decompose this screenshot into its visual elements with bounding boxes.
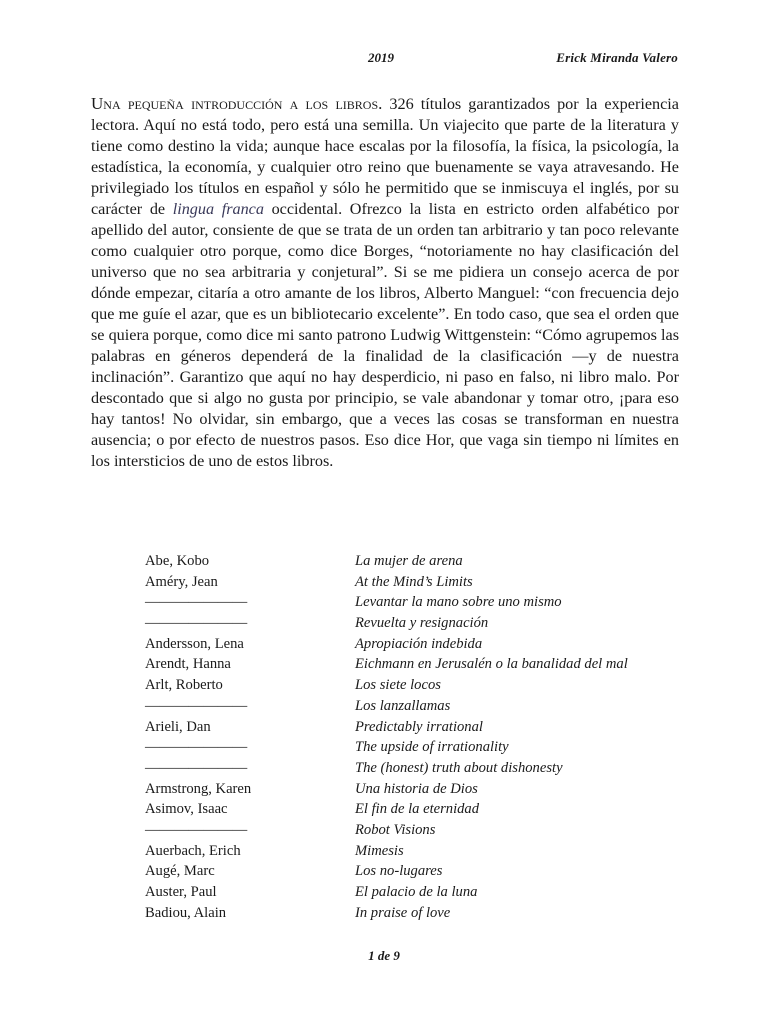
book-author: ——————— [145,739,248,756]
header-year: 2019 [368,50,394,65]
book-title: Predictably irrational [355,718,483,735]
book-title: Los no-lugares [355,863,443,880]
book-list-row [145,572,705,593]
book-list-row [145,737,705,758]
intro-text-after: occidental. Ofrezco la lista en estricto orden alfabético por apellido del autor, consiente de que se trata de un orden tan arbitrario y tan poco relevante como cualquier otro porque, como dice Borges, “notoriamente no hay clasificación del universo que no sea arbitraria y conjetural”. Si se me pidiera un consejo acerca de por dónde empezar, citaría a otro amante de los libros, Alberto Manguel: “con frecuencia dejo que me guíe el azar, que es un bibliotecario excelente”. En todo caso, que sea el orden que se quiera porque, como dice mi santo patrono Ludwig Wittgenstein: “Cómo agrupemos las palabras en géneros dependerá de la finalidad de la clasificación —y de nuestra inclinación”. Garantizo que aquí no hay desperdicio, ni paso en falso, ni libro malo. Por descontado que si algo no gusta por principio, se vale abandonar y tomar otro, ¡para eso hay tantos! No olvidar, sin embargo, que a veces las cosas se transforman en nuestra ausencia; o por efecto de nuestros pasos. Eso dice Hor, que vaga sin tiempo ni límites en los intersticios de uno de estos libros. [91,200,679,470]
book-list-row [145,634,705,655]
book-author: Arlt, Roberto [145,677,223,694]
book-author: Auerbach, Erich [145,842,241,859]
intro-lingua-franca: lingua franca [172,200,264,218]
book-author: Augé, Marc [145,863,215,880]
book-list-row [145,841,705,862]
book-title: Los lanzallamas [355,697,451,714]
intro-title: Una pequeña introducción a los libros. [91,94,383,113]
book-list-row [145,592,705,613]
book-list-row [145,779,705,800]
book-title: Robot Visions [355,821,436,838]
book-author: Andersson, Lena [145,635,244,652]
book-author: Abe, Kobo [145,553,210,569]
book-list-row [145,551,705,572]
book-list [145,551,705,923]
book-list-row [145,717,705,738]
book-list-row [145,758,705,779]
intro-paragraph [91,93,679,472]
book-title: El fin de la eternidad [355,801,480,818]
book-list-row [145,799,705,820]
header-author: Erick Miranda Valero [556,50,678,65]
book-title: La mujer de arena [355,553,463,569]
page-number: 1 de 9 [368,948,400,963]
book-title: The upside of irrationality [355,739,509,756]
book-title: Revuelta y resignación [355,615,489,632]
book-list-row [145,903,705,924]
book-author: Arieli, Dan [145,718,211,735]
book-author: Badiou, Alain [145,904,227,921]
book-list-row [145,861,705,882]
book-list-row [145,696,705,717]
book-author: ——————— [145,615,248,632]
book-title: Mimesis [355,842,404,859]
book-title: The (honest) truth about dishonesty [355,759,563,776]
book-title: Eichmann en Jerusalén o la banalidad del mal [355,656,628,673]
book-title: Apropiación indebida [355,635,483,652]
book-author: Armstrong, Karen [145,780,252,797]
book-list-row [145,882,705,903]
book-list-row [145,820,705,841]
book-author: Arendt, Hanna [145,656,231,673]
book-title: Los siete locos [355,677,441,694]
book-author: Auster, Paul [145,884,217,900]
intro-text-before: 326 títulos garantizados por la experiencia lectora. Aquí no está todo, pero está una semilla. Un viajecito que parte de la literatura y tiene como destino la vida; aunque hace escalas por la filosofía, la física, la psicología, la estadística, la economía, y cualquier otro reino que buenamente se vaya atravesando. He privilegiado los títulos en español y sólo he permitido que se inmiscuya el inglés, por su carácter de [91,95,679,218]
book-title: At the Mind’s Limits [355,573,473,590]
book-author: ——————— [145,594,248,611]
book-list-row [145,675,705,696]
book-list-row [145,613,705,634]
book-title: In praise of love [355,904,451,921]
book-author: ——————— [145,821,248,838]
book-author: ——————— [145,697,248,714]
book-title: El palacio de la luna [355,884,478,900]
book-author: Améry, Jean [145,573,218,590]
book-author: ——————— [145,759,248,776]
book-title: Levantar la mano sobre uno mismo [355,594,562,611]
page-header [0,50,768,72]
book-list-row [145,654,705,675]
book-title: Una historia de Dios [355,780,478,797]
book-author: Asimov, Isaac [145,801,228,818]
